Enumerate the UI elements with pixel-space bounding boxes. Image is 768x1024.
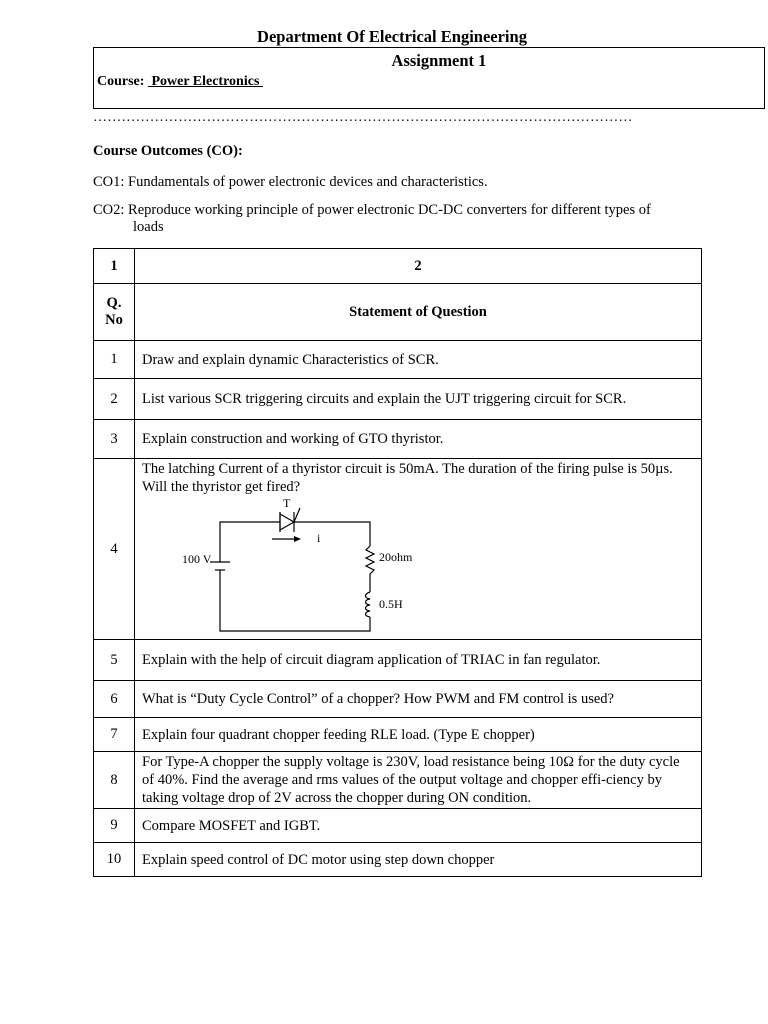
thyristor-label: T (283, 498, 291, 510)
question-text: For Type-A chopper the supply voltage is 230V, load resistance being 10Ω for the duty cycle of 40%. Find the average and rms values of the output voltage and chopper effi-ciency by taking voltage drop of 2V across the chopper during ON condition. (135, 752, 702, 809)
inductor-0-5h (366, 592, 371, 617)
table-row (94, 459, 702, 640)
current-arrow-head (294, 536, 301, 542)
question-number: 7 (94, 718, 135, 752)
column-number-1: 1 (94, 249, 135, 284)
table-row (94, 809, 702, 843)
wire-bottom (220, 574, 370, 631)
co1-text: CO1: Fundamentals of power electronic devices and characteristics. (93, 174, 488, 190)
course-label: Course: (97, 74, 145, 89)
inductor-label: 0.5H (379, 597, 403, 611)
question-text: Compare MOSFET and IGBT. (135, 809, 702, 843)
department-title: Department Of Electrical Engineering (257, 27, 527, 46)
question-number: 4 (94, 459, 135, 640)
question-text: The latching Current of a thyristor circuit is 50mA. The duration of the firing pulse is 50µs. Will the thyristor get fired? (142, 461, 673, 495)
qno-header-q: Q. (106, 295, 122, 311)
table-row (94, 718, 702, 752)
qno-header-no: No (105, 312, 123, 328)
qno-header (94, 284, 135, 341)
header-box (93, 47, 765, 109)
question-number: 8 (94, 752, 135, 809)
source-label: 100 V (182, 552, 212, 566)
resistor-label: 20ohm (379, 550, 413, 564)
course-name: Power Electronics (147, 74, 263, 89)
question-text: What is “Duty Cycle Control” of a chopper? How PWM and FM control is used? (135, 681, 702, 718)
question-text: Explain speed control of DC motor using step down chopper (135, 843, 702, 877)
current-label: i (317, 531, 321, 545)
table-row (94, 681, 702, 718)
statement-header: Statement of Question (135, 284, 702, 341)
table-row (94, 843, 702, 877)
question-text: Explain four quadrant chopper feeding RLE load. (Type E chopper) (135, 718, 702, 752)
table-row (94, 640, 702, 681)
column-number-2: 2 (135, 249, 702, 284)
question-number: 9 (94, 809, 135, 843)
table-row (94, 420, 702, 459)
header-row (94, 284, 702, 341)
questions-table (93, 248, 702, 877)
thyristor-gate (294, 508, 300, 522)
question-cell-with-circuit (135, 459, 702, 640)
co2-text (93, 202, 713, 236)
resistor-20ohm (366, 546, 374, 592)
table-row (94, 379, 702, 420)
thyristor-triangle (280, 514, 294, 530)
course-line (97, 74, 263, 90)
wire-top-left (220, 522, 280, 554)
thyristor-circuit-diagram (172, 498, 432, 636)
question-number: 6 (94, 681, 135, 718)
question-text: Explain with the help of circuit diagram application of TRIAC in fan regulator. (135, 640, 702, 681)
question-number: 10 (94, 843, 135, 877)
question-number: 1 (94, 341, 135, 379)
co2-line2: loads (133, 219, 164, 235)
question-text: Explain construction and working of GTO thyristor. (135, 420, 702, 459)
question-number: 3 (94, 420, 135, 459)
column-number-row (94, 249, 702, 284)
assignment-title: Assignment 1 (391, 51, 487, 70)
co2-line1: CO2: Reproduce working principle of power electronic DC-DC converters for different types of (93, 202, 651, 218)
co-heading: Course Outcomes (CO): (93, 143, 243, 159)
question-number: 5 (94, 640, 135, 681)
question-text: List various SCR triggering circuits and explain the UJT triggering circuit for SCR. (135, 379, 702, 420)
question-text: Draw and explain dynamic Characteristics of SCR. (135, 341, 702, 379)
table-row (94, 341, 702, 379)
wire-top-right (294, 522, 370, 546)
question-number: 2 (94, 379, 135, 420)
table-row (94, 752, 702, 809)
dotted-separator: …………………………………………………………………………………………………… (93, 110, 633, 125)
